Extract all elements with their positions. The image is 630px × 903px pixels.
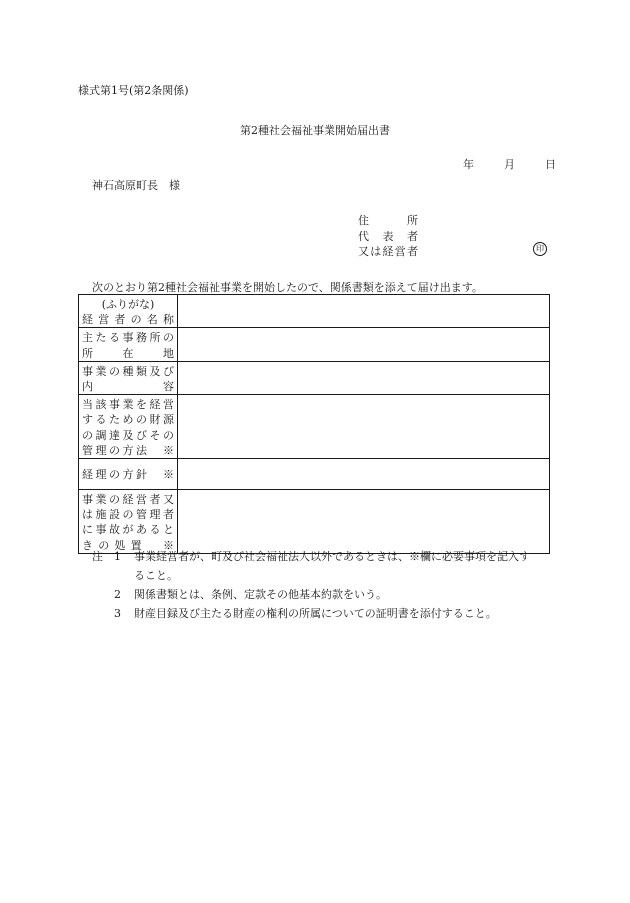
label-line: 当該事業を経営 [82,398,174,412]
label-line: 事業の種類及び [82,364,174,378]
field-operator-name[interactable] [178,295,550,328]
note-number: 1 [114,550,121,563]
row-label-funding [79,395,178,459]
note-number: 3 [114,607,121,620]
table-row [79,361,550,394]
row-label-business [79,361,178,394]
document-title: 第2種社会福祉事業開始届出書 [240,124,390,137]
field-office-location[interactable] [178,328,550,361]
addressee: 神石高原町長 様 [92,179,180,192]
date-day: 日 [545,158,556,171]
notes-lead: 注 [92,550,103,563]
form-number: 様式第1号(第2条関係) [78,84,189,97]
note-item-continued [92,566,530,585]
field-funding[interactable] [178,395,550,459]
label-line: 事業の経営者又 [82,493,174,507]
note-item [92,585,530,604]
note-text: 財産目録及び主たる財産の権利の所属についての証明書を添付すること。 [134,607,497,620]
table-row [79,295,550,328]
notes [92,547,530,623]
label-line: (ふりがな) [101,298,155,311]
label-line: 管理の方法 ※ [82,443,174,457]
field-accident-measures[interactable] [178,490,550,554]
label-line: するための財源 [82,413,174,427]
operator-row [358,243,418,259]
operator-label: 又は経営者 [358,245,418,258]
row-label-name [79,295,178,328]
date-line [463,156,556,172]
seal-icon: 印 [533,242,547,256]
label-line: に事故があると [82,523,174,537]
table-row [79,328,550,361]
label-line: 主たる事務所の [82,331,174,345]
intro-text: 次のとおり第2種社会福祉事業を開始したので、関係書類を添えて届け出ます。 [92,281,483,294]
row-label-accident [79,490,178,554]
label-line: は施設の管理者 [82,508,174,522]
label-line: きの処置 ※ [82,538,174,552]
label-line: 経営者の名称 [82,313,174,327]
label-line: の調達及びその [82,428,174,442]
row-label-office [79,328,178,361]
label-line: 内容 [82,380,174,394]
label-line: 経理の方針 ※ [82,468,174,482]
date-month: 月 [504,158,515,171]
table-row [79,490,550,554]
note-item [92,604,530,623]
representative-row [358,228,418,244]
address-label: 住所 [358,214,418,227]
note-item [92,547,530,566]
table-row [79,459,550,490]
field-business-type[interactable] [178,361,550,394]
row-label-accounting [79,459,178,490]
note-text-continued: ること。 [134,569,178,582]
date-year: 年 [463,158,474,171]
field-accounting-policy[interactable] [178,459,550,490]
note-number: 2 [114,588,121,601]
note-text: 関係書類とは、条例、定款その他基本約款をいう。 [134,588,387,601]
representative-label: 代表者 [358,230,418,243]
table-row [79,395,550,459]
label-line: 所在地 [82,346,174,360]
form-table [78,294,550,554]
address-row [358,212,418,228]
note-text: 事業経営者が、町及び社会福祉法人以外であるときは、※欄に必要事項を記入す [134,550,530,563]
